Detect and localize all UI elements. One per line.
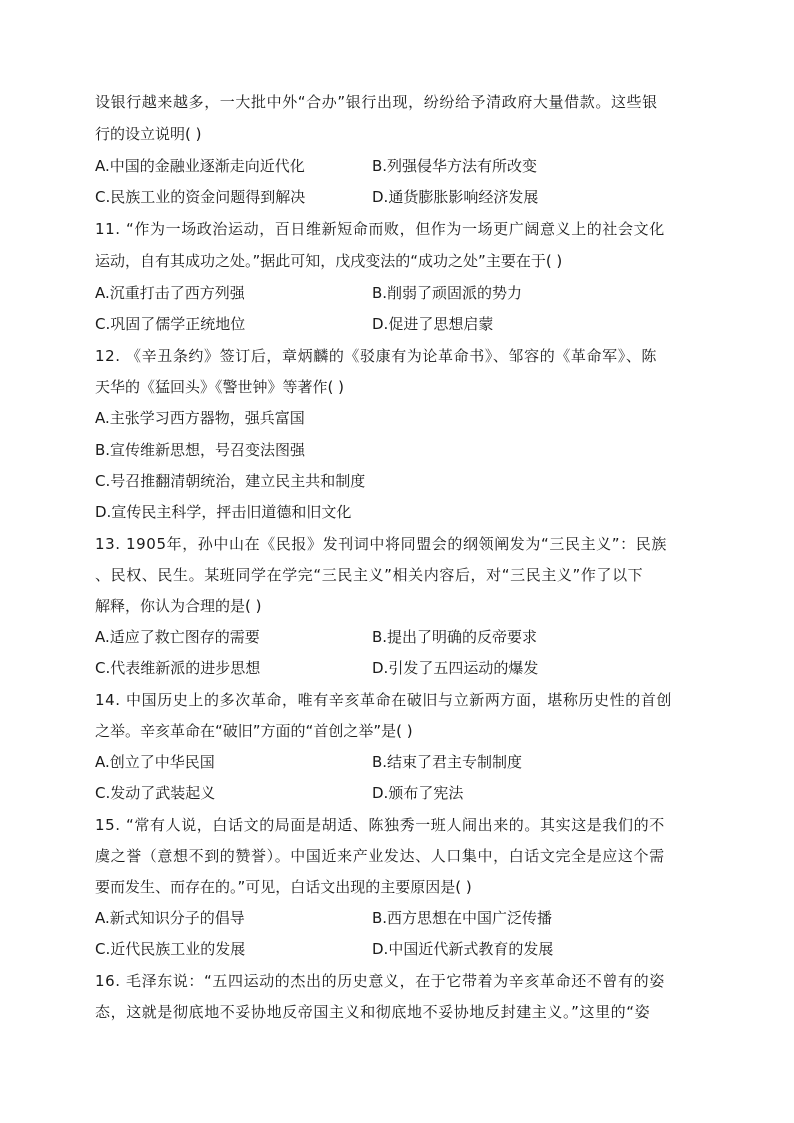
q11-option-b: B.削弱了顽固派的势力 <box>372 284 523 302</box>
q13-stem-line-3: 解释，你认为合理的是( ) <box>95 597 262 615</box>
q15-stem-line-1: 15. “常有人说，白话文的局面是胡适、陈独秀一班人闹出来的。其实这是我们的不 <box>95 816 665 834</box>
q10-option-c: C.民族工业的资金问题得到解决 <box>95 188 306 206</box>
q11-stem-line-2: 运动，自有其成功之处。”据此可知，戊戌变法的“成功之处”主要在于( ) <box>95 252 563 270</box>
q13-option-b: B.提出了明确的反帝要求 <box>372 628 538 646</box>
q16-stem-line-2: 态，这就是彻底地不妥协地反帝国主义和彻底地不妥协地反封建主义。”这里的“姿 <box>95 1003 651 1021</box>
q14-option-b: B.结束了君主专制制度 <box>372 753 523 771</box>
q13-option-d: D.引发了五四运动的爆发 <box>372 659 539 677</box>
q15-stem-line-3: 要而发生、而存在的。”可见，白话文出现的主要原因是( ) <box>95 878 472 896</box>
q13-option-a: A.适应了救亡图存的需要 <box>95 628 260 646</box>
q10-option-d: D.通货膨胀影响经济发展 <box>372 188 539 206</box>
intro-line-1: 设银行越来越多，一大批中外“合办”银行出现，纷纷给予清政府大量借款。这些银 <box>95 93 658 111</box>
q12-stem-line-1: 12. 《辛丑条约》签订后，章炳麟的《驳康有为论革命书》、邹容的《革命军》、陈 <box>95 347 658 365</box>
q12-stem-line-2: 天华的《猛回头》《警世钟》等著作( ) <box>95 378 344 396</box>
q14-stem-line-1: 14. 中国历史上的多次革命，唯有辛亥革命在破旧与立新两方面，堪称历史性的首创 <box>95 691 673 709</box>
q15-option-c: C.近代民族工业的发展 <box>95 940 246 958</box>
q12-option-c: C.号召推翻清朝统治，建立民主共和制度 <box>95 472 366 490</box>
q13-stem-line-2: 、民权、民生。某班同学在学完“三民主义”相关内容后，对“三民主义”作了以下 <box>95 566 644 584</box>
q11-option-c: C.巩固了儒学正统地位 <box>95 315 246 333</box>
q15-option-d: D.中国近代新式教育的发展 <box>372 940 554 958</box>
q16-stem-line-1: 16. 毛泽东说：“五四运动的杰出的历史意义，在于它带着为辛亥革命还不曾有的姿 <box>95 972 665 990</box>
q15-option-a: A.新式知识分子的倡导 <box>95 909 245 927</box>
q14-stem-line-2: 之举。辛亥革命在“破旧”方面的“首创之举”是( ) <box>95 722 413 740</box>
q15-option-b: B.西方思想在中国广泛传播 <box>372 909 553 927</box>
q14-option-d: D.颁布了宪法 <box>372 784 464 802</box>
q12-option-d: D.宣传民主科学，抨击旧道德和旧文化 <box>95 503 352 521</box>
q10-option-b: B.列强侵华方法有所改变 <box>372 157 538 175</box>
q11-stem-line-1: 11. “作为一场政治运动，百日维新短命而败，但作为一场更广阔意义上的社会文化 <box>95 220 665 238</box>
q11-option-d: D.促进了思想启蒙 <box>372 315 494 333</box>
intro-line-2: 行的设立说明( ) <box>95 125 202 143</box>
q10-option-a: A.中国的金融业逐渐走向近代化 <box>95 157 305 175</box>
q12-option-a: A.主张学习西方器物，强兵富国 <box>95 409 305 427</box>
q11-option-a: A.沉重打击了西方列强 <box>95 284 245 302</box>
q13-stem-line-1: 13. 1905年，孙中山在《民报》发刊词中将同盟会的纲领阐发为“三民主义”：民族 <box>95 535 667 553</box>
q14-option-a: A.创立了中华民国 <box>95 753 215 771</box>
q14-option-c: C.发动了武装起义 <box>95 784 216 802</box>
q15-stem-line-2: 虞之誉（意想不到的赞誉）。中国近来产业发达、人口集中，白话文完全是应这个需 <box>95 847 665 865</box>
q13-option-c: C.代表维新派的进步思想 <box>95 659 261 677</box>
q12-option-b: B.宣传维新思想，号召变法图强 <box>95 441 306 459</box>
